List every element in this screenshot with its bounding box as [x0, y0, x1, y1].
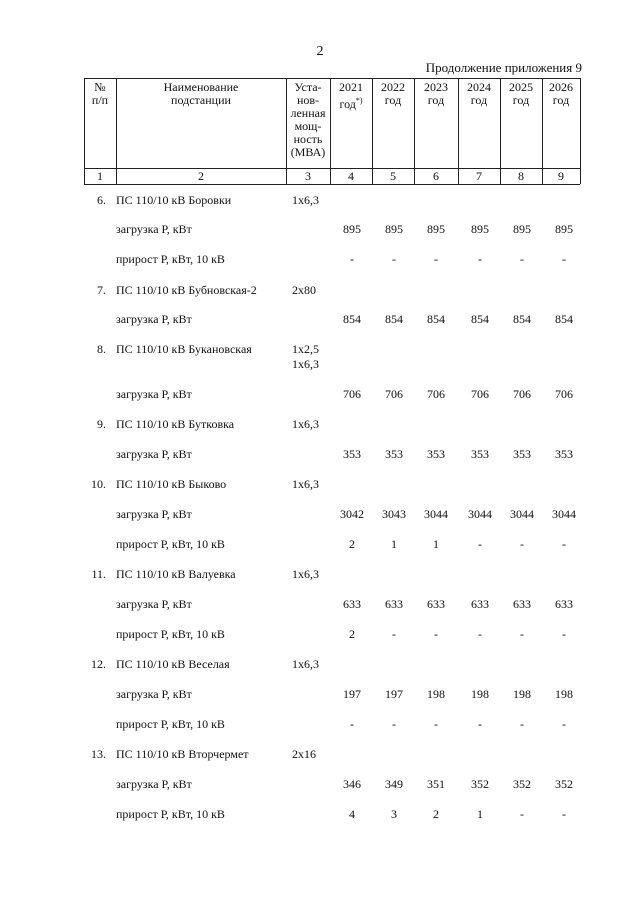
year-value: 2	[349, 537, 355, 551]
year-value: 351	[427, 777, 445, 791]
year-value: -	[434, 252, 438, 266]
column-number: 4	[348, 169, 354, 183]
year-value: -	[434, 717, 438, 731]
installed-capacity	[292, 477, 328, 492]
metric-label: прирост Р, кВт, 10 кВ	[116, 627, 225, 641]
year-value: 633	[555, 597, 573, 611]
substation-name: ПС 110/10 кВ Боровки	[116, 193, 232, 207]
year-value: 3044	[510, 507, 534, 521]
year-value: 895	[471, 222, 489, 236]
installed-capacity	[292, 747, 328, 762]
header-year	[372, 81, 414, 107]
year-value: 3044	[424, 507, 448, 521]
year-value: 353	[513, 447, 531, 461]
substation-name: ПС 110/10 кВ Бубновская-2	[116, 283, 257, 297]
substation-name: ПС 110/10 кВ Валуевка	[116, 567, 236, 581]
year-value: 197	[343, 687, 361, 701]
year-value: 352	[513, 777, 531, 791]
header-year	[414, 81, 458, 107]
installed-capacity	[292, 417, 328, 432]
year-value: 854	[513, 312, 531, 326]
capacity-line: 1х2,5	[292, 342, 319, 356]
year-value: 895	[343, 222, 361, 236]
year-value: 706	[385, 387, 403, 401]
header-year	[500, 81, 542, 107]
year-value: 4	[349, 807, 355, 821]
column-number: 8	[518, 169, 524, 183]
year-value: -	[350, 717, 354, 731]
year-value: 854	[385, 312, 403, 326]
header-line: (МВА)	[290, 145, 326, 159]
year-value: -	[562, 807, 566, 821]
header-year-suffix: год	[552, 93, 570, 107]
header-year-value: 2023	[424, 80, 448, 94]
header-line: нов-	[296, 93, 320, 107]
year-value: 854	[427, 312, 445, 326]
capacity-line: 2х16	[292, 747, 316, 761]
installed-capacity	[292, 342, 328, 372]
metric-label: прирост Р, кВт, 10 кВ	[116, 717, 225, 731]
year-value: -	[478, 537, 482, 551]
year-value: 3044	[552, 507, 576, 521]
row-index: 8.	[97, 342, 106, 356]
header-year-value: 2026	[549, 80, 573, 94]
header-year-suffix: год	[512, 93, 530, 107]
year-value: 1	[477, 807, 483, 821]
year-value: 895	[513, 222, 531, 236]
year-value: 353	[555, 447, 573, 461]
metric-label: загрузка Р, кВт	[116, 447, 192, 461]
year-value: 1	[433, 537, 439, 551]
header-line: ленная	[290, 106, 326, 120]
column-number: 2	[198, 169, 204, 183]
row-index: 6.	[97, 193, 106, 207]
metric-label: загрузка Р, кВт	[116, 312, 192, 326]
year-value: -	[520, 717, 524, 731]
row-index: 7.	[97, 283, 106, 297]
year-value: -	[392, 717, 396, 731]
header-year-suffix: год*)	[339, 96, 363, 111]
year-value: 854	[555, 312, 573, 326]
metric-label: загрузка Р, кВт	[116, 507, 192, 521]
header-column-border	[580, 78, 581, 184]
year-value: 854	[471, 312, 489, 326]
header-year	[542, 81, 580, 107]
continuation-note: Продолжение приложения 9	[425, 60, 582, 75]
substation-name: ПС 110/10 кВ Вторчермет	[116, 747, 249, 761]
metric-label: загрузка Р, кВт	[116, 687, 192, 701]
metric-label: прирост Р, кВт, 10 кВ	[116, 252, 225, 266]
year-value: -	[478, 252, 482, 266]
year-value: -	[434, 627, 438, 641]
year-value: 198	[427, 687, 445, 701]
year-value: 3	[391, 807, 397, 821]
year-value: 353	[427, 447, 445, 461]
year-value: 352	[471, 777, 489, 791]
year-value: -	[392, 252, 396, 266]
year-value: -	[562, 627, 566, 641]
year-value: -	[478, 717, 482, 731]
capacity-line: 1х6,3	[292, 477, 319, 491]
year-value: 353	[471, 447, 489, 461]
year-value: 706	[513, 387, 531, 401]
year-value: 349	[385, 777, 403, 791]
substation-name: ПС 110/10 кВ Веселая	[116, 657, 230, 671]
year-value: 633	[513, 597, 531, 611]
year-value: 3042	[340, 507, 364, 521]
year-value: -	[478, 627, 482, 641]
year-value: 633	[343, 597, 361, 611]
metric-label: загрузка Р, кВт	[116, 387, 192, 401]
header-line: мощ-	[294, 119, 322, 133]
page-number: 2	[316, 44, 324, 59]
capacity-line: 1х6,3	[292, 657, 319, 671]
row-index: 12.	[91, 657, 106, 671]
header-year	[330, 81, 372, 111]
capacity-line: 1х6,3	[292, 357, 319, 371]
installed-capacity	[292, 193, 328, 208]
year-value: 633	[471, 597, 489, 611]
header-num	[84, 81, 116, 107]
header-name	[116, 81, 286, 107]
year-value: 854	[343, 312, 361, 326]
year-value: 198	[555, 687, 573, 701]
column-number: 9	[558, 169, 564, 183]
header-year	[458, 81, 500, 107]
header-line: Уста-	[294, 80, 322, 94]
row-index: 10.	[91, 477, 106, 491]
year-value: 706	[427, 387, 445, 401]
metric-label: загрузка Р, кВт	[116, 597, 192, 611]
year-value: 3043	[382, 507, 406, 521]
header-year-value: 2024	[467, 80, 491, 94]
table-header	[84, 78, 580, 184]
column-number: 3	[305, 169, 311, 183]
year-value: 197	[385, 687, 403, 701]
year-value: 1	[391, 537, 397, 551]
header-year-value: 2022	[381, 80, 405, 94]
year-value: -	[350, 252, 354, 266]
metric-label: прирост Р, кВт, 10 кВ	[116, 537, 225, 551]
substation-name: ПС 110/10 кВ Бутковка	[116, 417, 235, 431]
header-top-border	[84, 78, 580, 79]
year-value: 706	[343, 387, 361, 401]
installed-capacity	[292, 657, 328, 672]
year-value: -	[520, 627, 524, 641]
year-value: 706	[471, 387, 489, 401]
header-line: ность	[293, 132, 323, 146]
year-value: 353	[385, 447, 403, 461]
installed-capacity	[292, 283, 328, 298]
year-value: 3044	[468, 507, 492, 521]
row-index: 9.	[97, 417, 106, 431]
year-value: 346	[343, 777, 361, 791]
row-index: 11.	[91, 567, 106, 581]
metric-label: загрузка Р, кВт	[116, 777, 192, 791]
year-value: 633	[427, 597, 445, 611]
year-value: 895	[427, 222, 445, 236]
year-value: -	[562, 537, 566, 551]
year-value: -	[392, 627, 396, 641]
capacity-line: 1х6,3	[292, 417, 319, 431]
column-number: 5	[390, 169, 396, 183]
header-line: п/п	[91, 93, 109, 107]
header-year-suffix: год	[384, 93, 402, 107]
header-year-value: 2021	[339, 80, 363, 94]
year-value: 2	[349, 627, 355, 641]
header-year-suffix: год	[470, 93, 488, 107]
year-value: -	[520, 807, 524, 821]
year-value: 706	[555, 387, 573, 401]
capacity-line: 1х6,3	[292, 193, 319, 207]
year-value: 895	[385, 222, 403, 236]
year-value: -	[562, 252, 566, 266]
capacity-line: 2х80	[292, 283, 316, 297]
year-value: 895	[555, 222, 573, 236]
header-line: подстанции	[171, 93, 231, 107]
substation-name: ПС 110/10 кВ Быково	[116, 477, 227, 491]
year-value: 633	[385, 597, 403, 611]
header-line: №	[94, 80, 106, 94]
capacity-line: 1х6,3	[292, 567, 319, 581]
header-line: Наименование	[163, 80, 239, 94]
year-value: -	[520, 252, 524, 266]
column-number: 6	[433, 169, 439, 183]
footnote-mark: *)	[355, 96, 363, 105]
header-year-value: 2025	[509, 80, 533, 94]
year-value: 198	[471, 687, 489, 701]
year-value: 198	[513, 687, 531, 701]
column-number: 1	[97, 169, 103, 183]
year-value: -	[562, 717, 566, 731]
substation-name: ПС 110/10 кВ Букановская	[116, 342, 252, 356]
header-capacity	[286, 81, 330, 159]
header-year-suffix: год	[427, 93, 445, 107]
installed-capacity	[292, 567, 328, 582]
column-number: 7	[476, 169, 482, 183]
year-value: 353	[343, 447, 361, 461]
year-value: 2	[433, 807, 439, 821]
header-bottom-border	[84, 184, 580, 185]
metric-label: прирост Р, кВт, 10 кВ	[116, 807, 225, 821]
year-value: 352	[555, 777, 573, 791]
year-value: -	[520, 537, 524, 551]
metric-label: загрузка Р, кВт	[116, 222, 192, 236]
row-index: 13.	[91, 747, 106, 761]
